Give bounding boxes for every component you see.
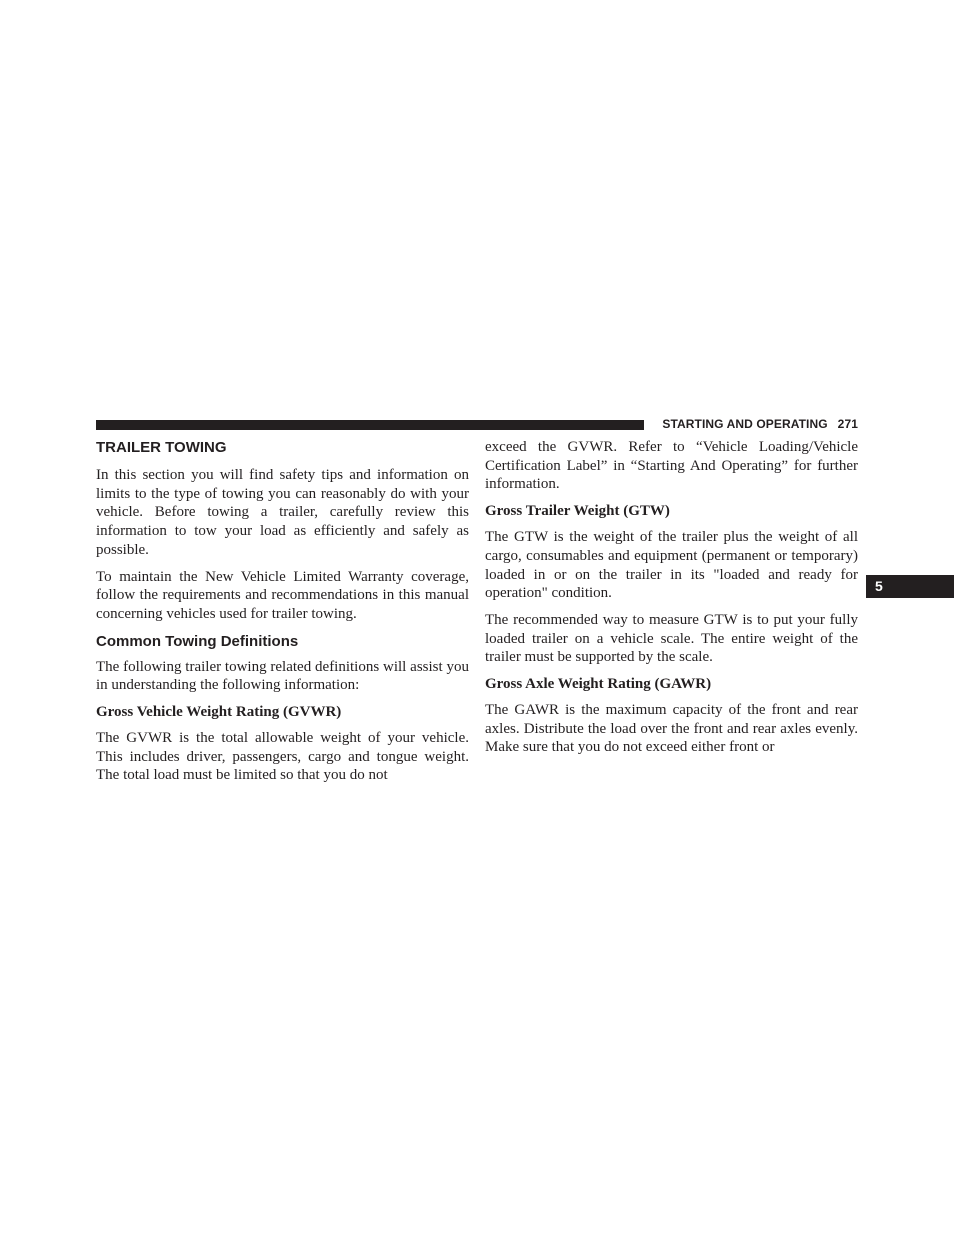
- gawr-heading: Gross Axle Weight Rating (GAWR): [485, 676, 712, 693]
- definitions-intro: The following trailer towing related definitions will assist you in understanding the following information:: [96, 658, 469, 694]
- gvwr-text: The GVWR is the total allowable weight of your vehicle. This includes driver, passengers, cargo and tongue weight. The total load must be limited so that you do not: [96, 730, 469, 784]
- left-column: [96, 438, 469, 793]
- header-rule: [96, 420, 644, 430]
- gtw-heading: Gross Trailer Weight (GTW): [485, 503, 670, 520]
- gtw-text: The GTW is the weight of the trailer plus the weight of all cargo, consumables and equipment (permanent or temporary) loaded in or on the trailer in its "loaded and ready for operation" condition.: [485, 529, 858, 602]
- gawr-text: The GAWR is the maximum capacity of the front and rear axles. Distribute the load over the front and rear axles evenly. Make sure that you do not exceed either front or: [485, 702, 858, 756]
- gvwr-heading: Gross Vehicle Weight Rating (GVWR): [96, 704, 342, 721]
- gvwr-continued: exceed the GVWR. Refer to “Vehicle Loading/Vehicle Certification Label” in “Starting And Operating” for further information.: [485, 439, 858, 493]
- running-head: [652, 417, 858, 431]
- intro-paragraph: In this section you will find safety tips and information on limits to the type of towing you can reasonably do with your vehicle. Before towing a trailer, carefully review this information to tow your load as efficiently and safely as possible.: [96, 467, 469, 558]
- right-column: [485, 438, 858, 765]
- chapter-tab: 5: [866, 575, 954, 598]
- section-heading: TRAILER TOWING: [96, 439, 227, 456]
- section-title: STARTING AND OPERATING: [662, 417, 828, 431]
- subheading-definitions: Common Towing Definitions: [96, 632, 299, 650]
- gtw-measure-text: The recommended way to measure GTW is to put your fully loaded trailer on a vehicle scale. The entire weight of the trailer must be supported by the scale.: [485, 611, 858, 666]
- warranty-paragraph: To maintain the New Vehicle Limited Warranty coverage, follow the requirements and recommendations in this manual concerning vehicles used for trailer towing.: [96, 568, 469, 622]
- page-number: 271: [837, 417, 858, 431]
